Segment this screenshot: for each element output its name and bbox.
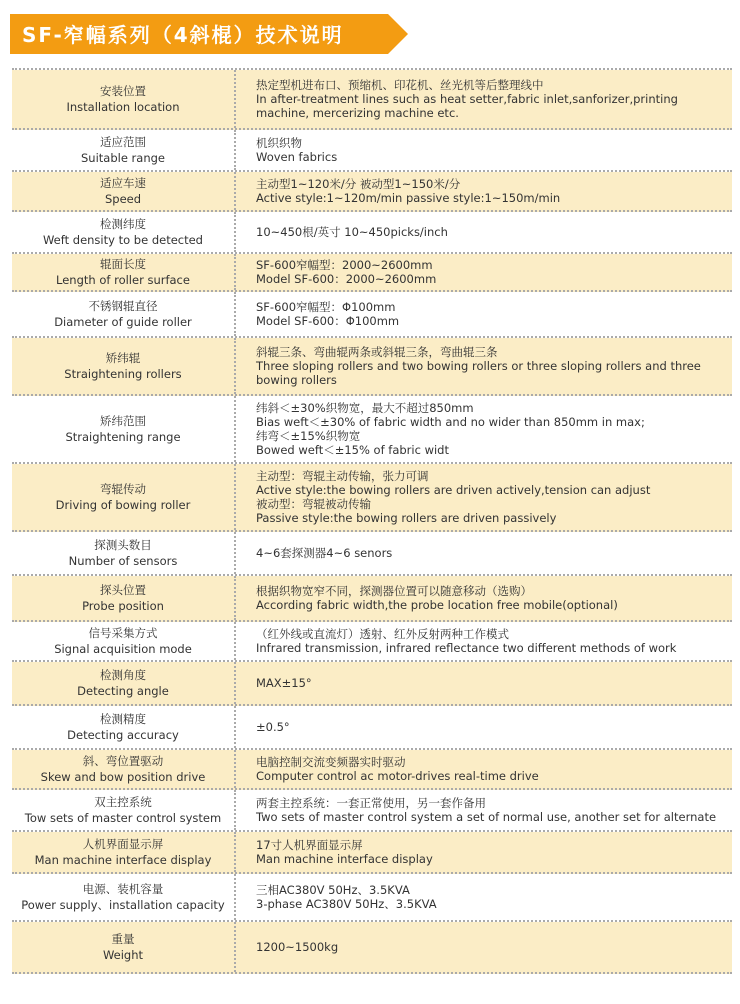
spec-value-line: Active style:1~120m/min passive style:1~150m/min [256,191,561,205]
spec-label-en: Straightening range [65,430,181,444]
spec-value-line: SF-600窄幅型：Φ100mm [256,300,396,314]
spec-label-cn: 适应车速 [100,176,146,190]
spec-label-cn: 信号采集方式 [88,626,158,640]
spec-label-cn: 斜、弯位置驱动 [82,754,164,768]
spec-label-cn: 矫纬范围 [100,414,146,428]
spec-row [12,532,732,576]
spec-label-en: Length of roller surface [56,273,190,287]
spec-value-line: 热定型机进布口、预缩机、印花机、丝光机等后整理线中 [256,78,544,92]
spec-label [12,750,236,788]
spec-value [236,345,732,387]
spec-row [12,750,732,790]
spec-value [236,546,732,560]
spec-value-line: Man machine interface display [256,852,433,866]
spec-label-en: Speed [104,192,142,206]
spec-label-cn: 检测角度 [100,668,146,682]
spec-label-en: Diameter of guide roller [54,315,192,329]
spec-value [236,883,732,911]
page-title: SF-窄幅系列（4斜棍）技术说明 [22,23,344,47]
spec-row [12,576,732,622]
spec-value [236,177,732,205]
spec-row [12,212,732,254]
spec-value [236,676,732,690]
spec-value-line: 电脑控制交流变频器实时驱动 [256,755,406,769]
spec-label-cn: 人机界面显示屏 [82,837,164,851]
spec-label-cn: 不锈钢辊直径 [88,299,158,313]
spec-label-en: Detecting angle [77,684,169,698]
spec-label-en: Weight [102,948,144,962]
spec-value-line: 纬弯＜±15%织物宽 [256,429,361,443]
spec-value [236,401,732,457]
spec-row [12,70,732,130]
spec-label [12,662,236,704]
spec-label-en: Power supply、installation capacity [21,898,225,912]
spec-value-line: ±0.5° [256,720,290,734]
spec-label [12,622,236,660]
spec-row [12,130,732,172]
spec-value-line: 1200~1500kg [256,940,339,954]
spec-label [12,70,236,128]
spec-value-line: 主动型：弯辊主动传输，张力可调 [256,469,429,483]
spec-value [236,136,732,164]
spec-value-line: 被动型：弯辊被动传输 [256,497,371,511]
spec-label-en: Driving of bowing roller [55,498,191,512]
spec-label [12,576,236,620]
spec-row [12,790,732,832]
spec-label-en: Straightening rollers [64,367,182,381]
spec-row [12,396,732,464]
spec-value-line: 17寸人机界面显示屏 [256,838,363,852]
spec-label-cn: 安装位置 [100,84,146,98]
spec-value-line: 主动型1~120米/分 被动型1~150米/分 [256,177,461,191]
spec-value-line: MAX±15° [256,676,312,690]
spec-label [12,338,236,394]
spec-value-line: Active style:the bowing rollers are driven actively,tension can adjust [256,483,651,497]
spec-value-line: 4~6套探测器4~6 senors [256,546,393,560]
spec-label-cn: 检测精度 [100,712,146,726]
spec-label-en: Man machine interface display [34,853,212,867]
spec-value-line: According fabric width,the probe location free mobile(optional) [256,598,618,612]
spec-label [12,532,236,574]
spec-row [12,622,732,662]
spec-label [12,130,236,170]
spec-value-line: 3-phase AC380V 50Hz、3.5KVA [256,897,437,911]
spec-label-en: Installation location [66,100,180,114]
spec-row [12,706,732,750]
spec-label [12,706,236,748]
spec-label-en: Skew and bow position drive [40,770,206,784]
spec-label [12,464,236,530]
spec-label-cn: 电源、装机容量 [82,882,164,896]
spec-value-line: （红外线或直流灯）透射、红外反射两种工作模式 [256,627,509,641]
spec-value-line: 纬斜＜±30%织物宽，最大不超过850mm [256,401,474,415]
spec-value [236,720,732,734]
spec-label-en: Number of sensors [68,554,178,568]
spec-label [12,396,236,462]
spec-row [12,254,732,292]
title-banner [10,14,410,54]
spec-label-en: Detecting accuracy [67,728,179,742]
spec-value [236,838,732,866]
spec-value-line: 斜辊三条、弯曲辊两条或斜辊三条，弯曲辊三条 [256,345,498,359]
spec-label [12,922,236,972]
spec-value-line: 10~450根/英寸 10~450picks/inch [256,225,448,239]
spec-label-cn: 矫纬辊 [105,351,141,365]
spec-row [12,662,732,706]
spec-value-line: 根据织物宽窄不同，探测器位置可以随意移动（选购） [256,584,532,598]
spec-label-cn: 辊面长度 [100,257,146,271]
spec-row [12,922,732,974]
spec-label-cn: 弯辊传动 [100,482,146,496]
spec-label-cn: 双主控系统 [94,795,152,809]
spec-value-line: Computer control ac motor-drives real-time drive [256,769,539,783]
spec-table [12,68,732,974]
spec-value-line: 三相AC380V 50Hz、3.5KVA [256,883,410,897]
spec-label-en: Weft density to be detected [42,233,203,247]
spec-label-cn: 探测头数目 [94,538,152,552]
spec-value-line: Three sloping rollers and two bowing rollers or three sloping rollers and three bowing rollers [256,359,701,387]
spec-row [12,832,732,874]
spec-value-line: Bias weft＜±30% of fabric width and no wider than 850mm in max; [256,415,645,429]
spec-row [12,874,732,922]
spec-value-line: Two sets of master control system a set of normal use, another set for alternate [256,810,717,824]
spec-label-cn: 检测纬度 [100,217,146,231]
spec-label [12,254,236,290]
spec-label-en: Suitable range [80,151,165,165]
spec-row [12,292,732,338]
spec-label [12,832,236,872]
spec-label-en: Signal acquisition mode [54,642,192,656]
spec-value [236,796,732,824]
spec-value-line: Woven fabrics [256,150,338,164]
spec-row [12,172,732,212]
spec-label-en: Tow sets of master control system [24,811,222,825]
spec-row [12,464,732,532]
spec-row [12,338,732,396]
spec-value [236,469,732,525]
spec-value-line: Passive style:the bowing rollers are driven passively [256,511,557,525]
spec-value [236,78,732,120]
spec-label [12,874,236,920]
spec-value [236,258,732,286]
spec-value-line: Infrared transmission, infrared reflectance two different methods of work [256,641,677,655]
spec-value [236,627,732,655]
spec-label [12,212,236,252]
spec-value-line: Model SF-600：2000~2600mm [256,272,437,286]
spec-value [236,940,732,954]
spec-label-cn: 适应范围 [100,135,146,149]
spec-label [12,292,236,336]
spec-label [12,790,236,830]
spec-value [236,225,732,239]
spec-value-line: 两套主控系统：一套正常使用，另一套作备用 [256,796,486,810]
spec-value [236,584,732,612]
spec-value [236,755,732,783]
spec-label-en: Probe position [82,599,164,613]
spec-value-line: 机织织物 [256,136,302,150]
spec-value-line: In after-treatment lines such as heat setter,fabric inlet,sanforizer,printing machine, mercerizing machine etc. [256,92,678,120]
spec-label-cn: 重量 [111,932,135,946]
spec-value-line: SF-600窄幅型：2000~2600mm [256,258,433,272]
spec-value [236,300,732,328]
spec-label-cn: 探头位置 [100,583,146,597]
spec-value-line: Bowed weft＜±15% of fabric widt [256,443,449,457]
spec-value-line: Model SF-600：Φ100mm [256,314,400,328]
spec-label [12,172,236,210]
